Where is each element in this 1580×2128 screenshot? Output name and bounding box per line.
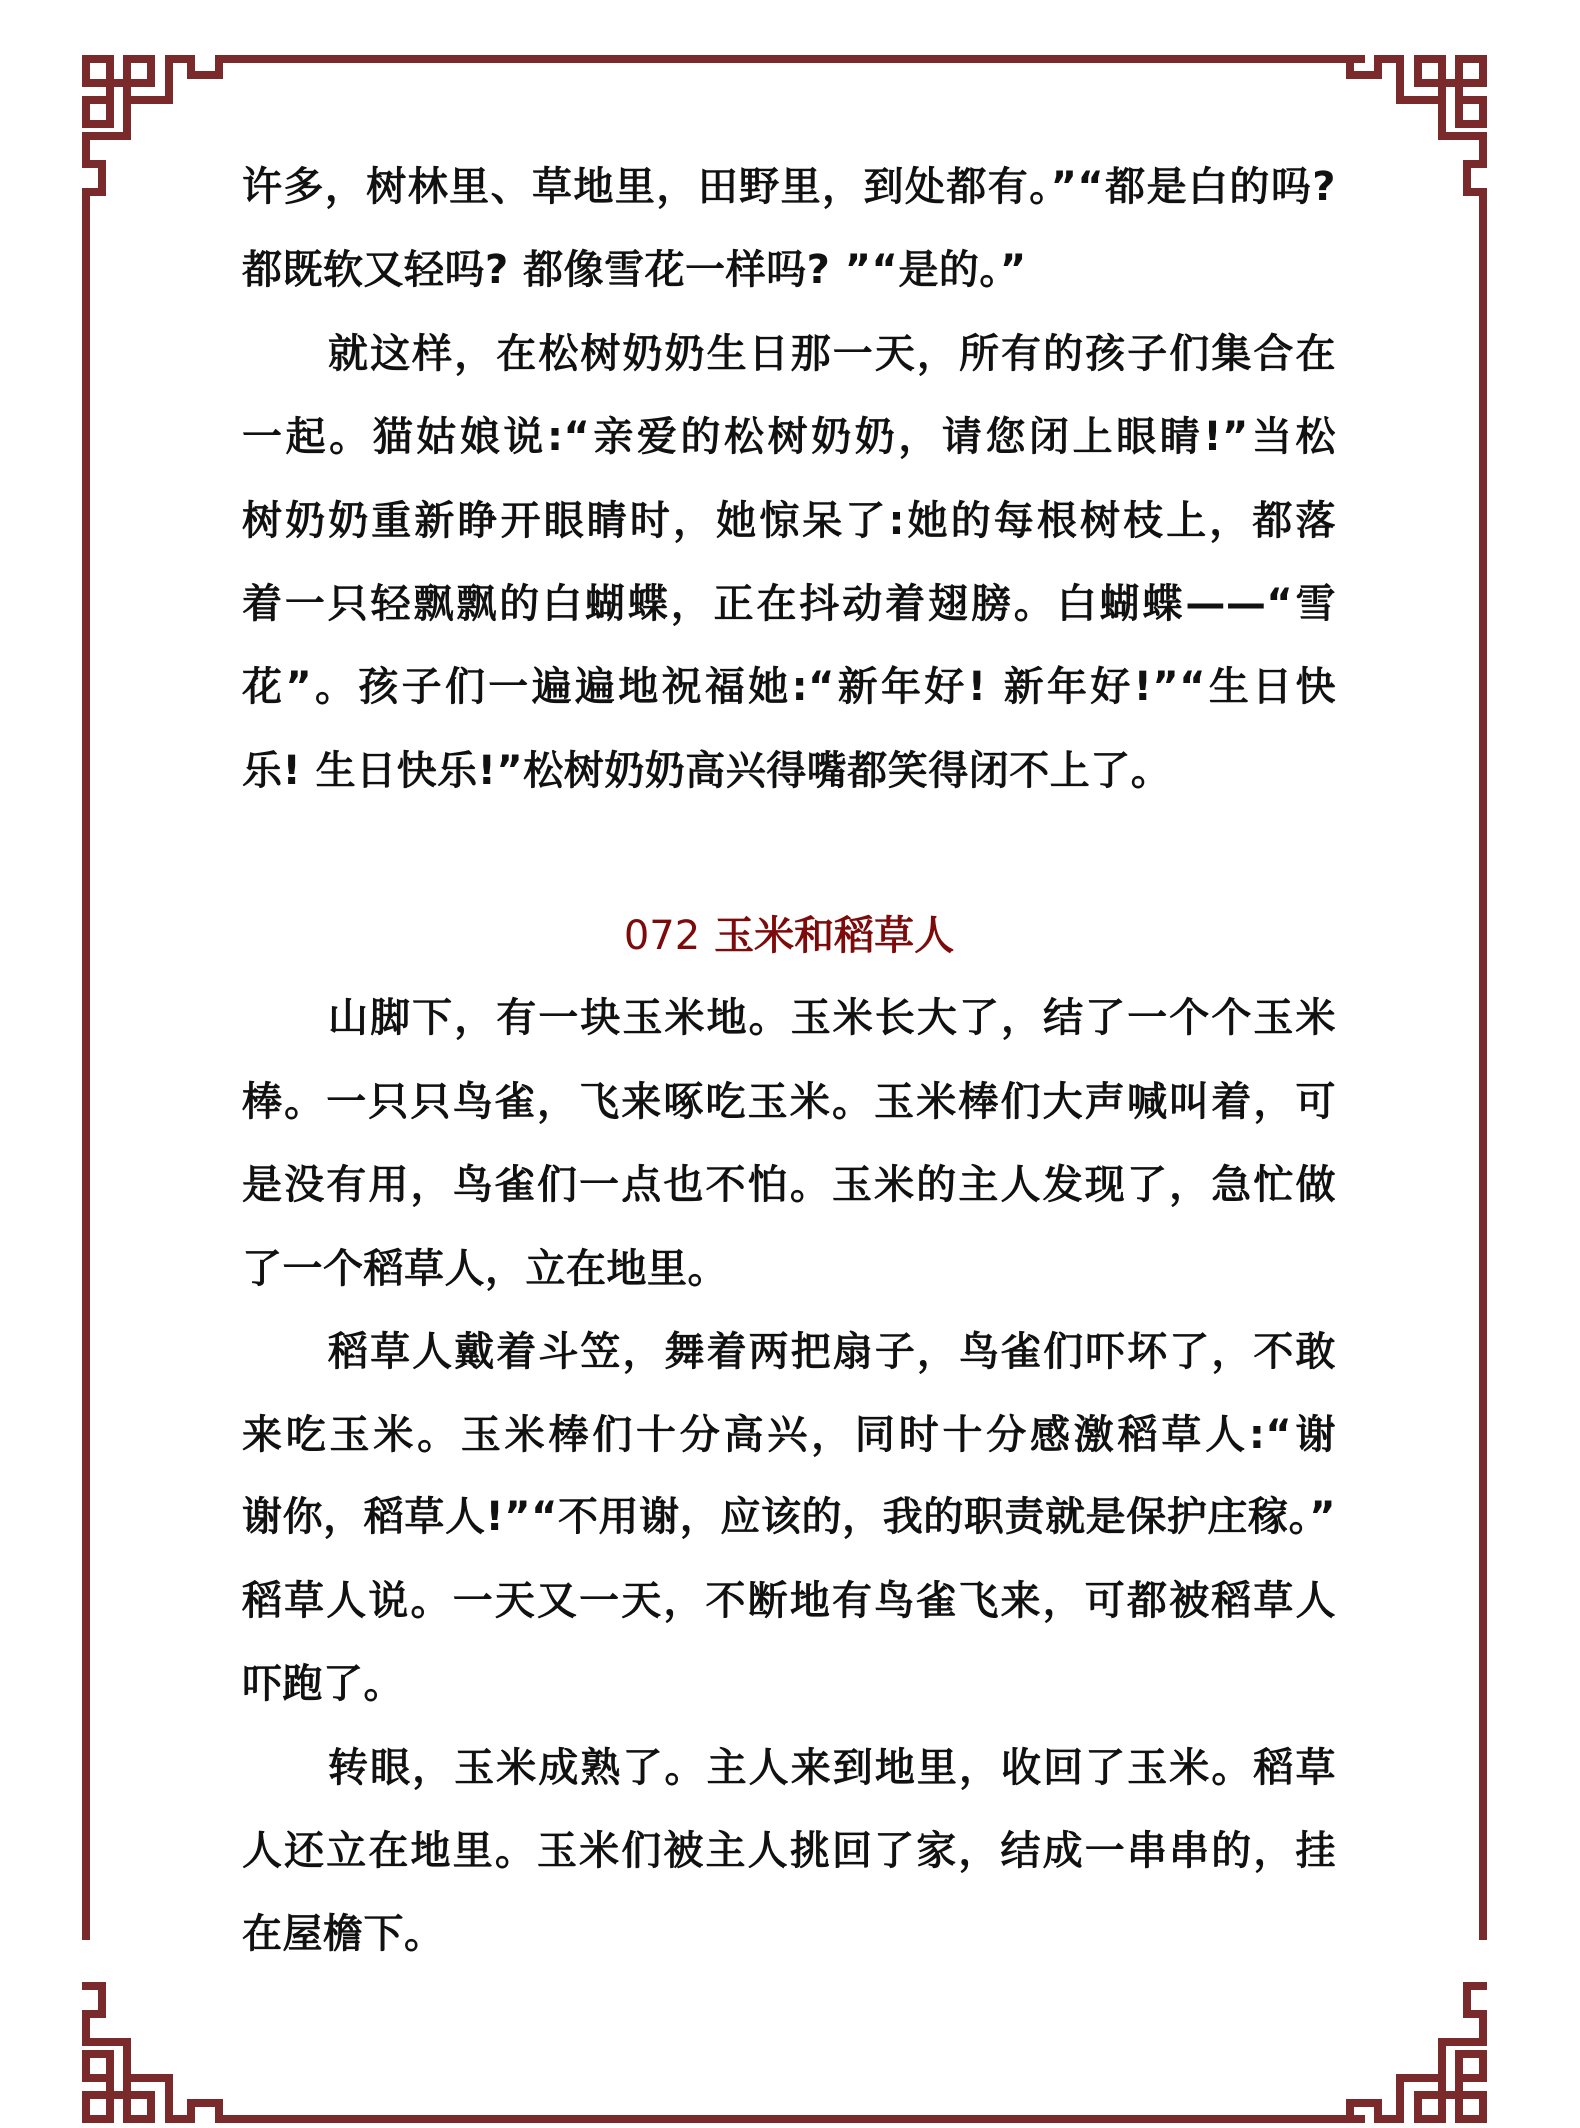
corner-ornament-bottom-left <box>82 1982 223 2123</box>
paragraph-line: 许多，树林里、草地里，田野里，到处都有。”“都是白的吗? <box>242 164 1336 210</box>
paragraph-line: 花”。孩子们一遍遍地祝福她:“新年好! 新年好!”“生日快 <box>242 664 1336 710</box>
paragraph-line: 棒。一只只鸟雀，飞来啄吃玉米。玉米棒们大声喊叫着，可 <box>242 1079 1336 1125</box>
border-top-edge <box>215 55 1365 63</box>
paragraph-line: 一起。猫姑娘说:“亲爱的松树奶奶，请您闭上眼睛!”当松 <box>242 414 1336 460</box>
paragraph-line: 是没有用，鸟雀们一点也不怕。玉米的主人发现了，急忙做 <box>242 1162 1336 1208</box>
story-number: 072 <box>623 913 701 959</box>
border-bottom-edge <box>215 2115 1365 2123</box>
paragraph-line: 转眼，玉米成熟了。主人来到地里，收回了玉米。稻草 <box>328 1745 1336 1791</box>
paragraph-line: 山脚下，有一块玉米地。玉米长大了，结了一个个玉米 <box>328 995 1336 1041</box>
paragraph-line: 就这样，在松树奶奶生日那一天，所有的孩子们集合在 <box>328 331 1336 377</box>
paragraph-line: 稻草人戴着斗笠，舞着两把扇子，鸟雀们吓坏了，不敢 <box>328 1329 1336 1375</box>
paragraph-line: 在屋檐下。 <box>242 1911 445 1957</box>
paragraph-line: 人还立在地里。玉米们被主人挑回了家，结成一串串的，挂 <box>242 1828 1336 1874</box>
corner-ornament-top-right <box>1346 55 1487 196</box>
paragraph-line: 都既软又轻吗? 都像雪花一样吗? ”“是的。” <box>242 247 1027 293</box>
corner-ornament-bottom-right <box>1346 1982 1487 2123</box>
paragraph-line: 树奶奶重新睁开眼睛时，她惊呆了:她的每根树枝上，都落 <box>242 498 1336 544</box>
border-right-edge <box>1479 188 1487 1940</box>
story-title <box>242 912 1336 960</box>
paragraph-line: 来吃玉米。玉米棒们十分高兴，同时十分感激稻草人:“谢 <box>242 1412 1336 1458</box>
story-title-text: 玉米和稻草人 <box>714 913 955 959</box>
paragraph-line: 谢你，稻草人!”“不用谢，应该的，我的职责就是保护庄稼。” <box>242 1494 1336 1540</box>
paragraph-line: 着一只轻飘飘的白蝴蝶，正在抖动着翅膀。白蝴蝶——“雪 <box>242 581 1336 627</box>
border-left-edge <box>82 188 90 1940</box>
paragraph-line: 乐! 生日快乐!”松树奶奶高兴得嘴都笑得闭不上了。 <box>242 748 1172 794</box>
paragraph-line: 了一个稻草人，立在地里。 <box>242 1246 728 1292</box>
paragraph-line: 吓跑了。 <box>242 1661 404 1707</box>
corner-ornament-top-left <box>82 55 223 196</box>
paragraph-line: 稻草人说。一天又一天，不断地有鸟雀飞来，可都被稻草人 <box>242 1578 1336 1624</box>
